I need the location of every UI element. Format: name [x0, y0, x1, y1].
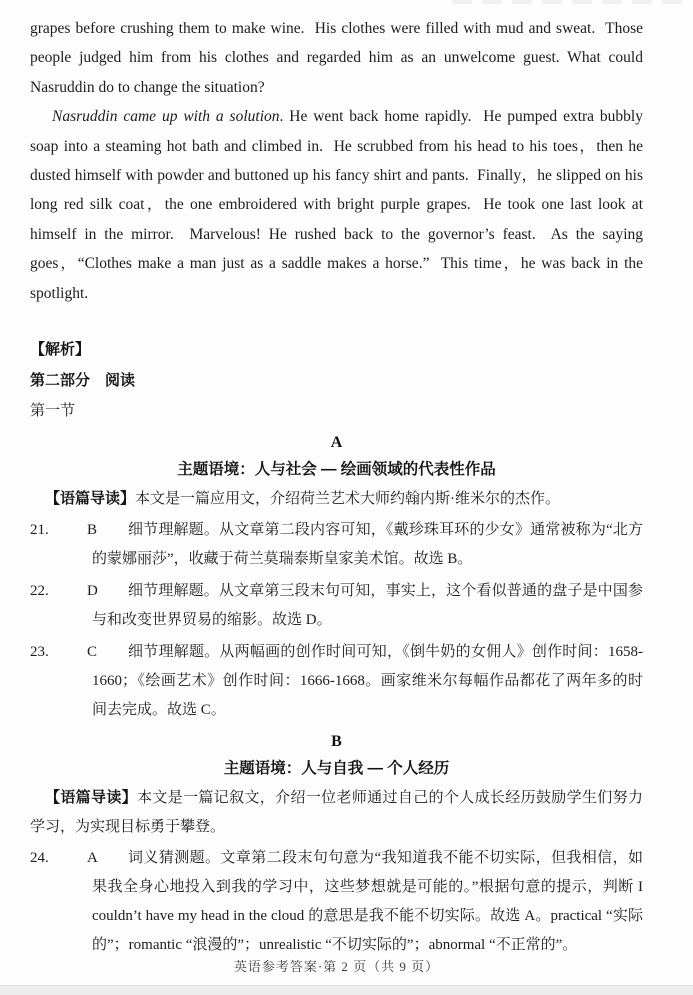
answer-explanation: 细节理解题。从两幅画的创作时间可知，《倒牛奶的女佣人》创作时间：1658-1660；《绘画艺术》创作时间：1666-1668。画家维米尔每幅作品都花了两年多的时间去完成。故选 C。: [92, 643, 643, 718]
page-footer: 英语参考答案·第 2 页（共 9 页）: [233, 959, 440, 974]
section-a: [30, 429, 643, 725]
answer-item-21: [30, 516, 643, 574]
answer-item-24: [30, 844, 643, 960]
passage-paragraph-2-text: . He went back home rapidly. He pumped extra bubbly soap into a steaming hot bath and climbed in. He scrubbed from his head to his toes，then he dusted himself with powder and buttoned up his fancy shirt and pants. Finally，he slipped on his long red silk coat，the one embroidered with bright purple grapes. He took one last look at himself in the mirror. Marvelous! He rushed back to the governor’s feast. As the saying goes，“Clothes make a man just as a saddle makes a horse.” This time，he was back in the spotlight.: [30, 108, 647, 302]
page-bottom-edge: [0, 985, 693, 995]
answer-letter: D: [87, 582, 98, 599]
passage-paragraph-2: [30, 102, 647, 308]
question-number: 24.: [30, 849, 49, 866]
analysis-heading: 【解析】: [30, 341, 91, 359]
section-a-intro: [30, 484, 643, 515]
answer-letter: A: [87, 849, 98, 866]
section-a-letter: A: [330, 434, 343, 452]
answer-explanation: 细节理解题。从文章第二段内容可知，《戴珍珠耳环的少女》通常被称为“北方的蒙娜丽莎”，收藏于荷兰莫瑞泰斯皇家美术馆。故选 B。: [92, 521, 643, 567]
section-b-theme-heading: 主题语境：人与自我 — 个人经历: [223, 759, 450, 777]
answer-item-23: [30, 638, 643, 725]
answer-letter: C: [87, 643, 98, 660]
question-number: 23.: [30, 643, 49, 660]
intro-label: 【语篇导读】: [45, 788, 138, 806]
answer-explanation: 细节理解题。从文章第三段末句可知，事实上，这个看似普通的盘子是中国参与和改变世界贸易的缩影。故选 D。: [92, 582, 643, 628]
answer-item-22: [30, 577, 643, 635]
question-number: 21.: [30, 521, 49, 538]
section-b-letter: B: [331, 732, 342, 750]
intro-text: 本文是一篇记叙文，介绍一位老师通过自己的个人成长经历鼓励学生们努力学习，为实现目标勇于攀登。: [30, 789, 643, 836]
section-b: [30, 728, 643, 960]
part-heading: 第二部分 阅读: [30, 372, 136, 390]
analysis-section: [30, 334, 643, 427]
intro-label: 【语篇导读】: [45, 490, 136, 508]
question-number: 22.: [30, 582, 49, 599]
section-a-answers: [30, 516, 643, 725]
section-heading: 第一节: [30, 403, 76, 420]
intro-text: 本文是一篇应用文，介绍荷兰艺术大师约翰内斯·维米尔的杰作。: [135, 491, 561, 508]
section-a-theme-heading: 主题语境：人与社会 — 绘画领域的代表性作品: [177, 461, 496, 479]
passage-italic-lead: Nasruddin came up with a solution: [52, 108, 280, 126]
answer-letter: B: [87, 521, 98, 538]
answer-explanation: 词义猜测题。文章第二段末句句意为“我知道我不能不切实际，但我相信，如果我全身心地投入到我的学习中，这些梦想就是可能的。”根据句意的提示，判断 I couldn’t have my head in the cloud 的意思是我不能不切实际。故选 A。practical “实际的”；romantic “浪漫的”；unrealistic “不切实际的”；abnormal “不正常的”。: [92, 849, 643, 953]
section-b-answers: [30, 844, 643, 960]
passage-paragraph-1: grapes before crushing them to make wine. His clothes were filled with mud and sweat. Those people judged him from his clothes and regarded him as an unwelcome guest. What could Nasruddin do to change the situation?: [30, 20, 647, 96]
section-b-intro: [30, 783, 643, 843]
